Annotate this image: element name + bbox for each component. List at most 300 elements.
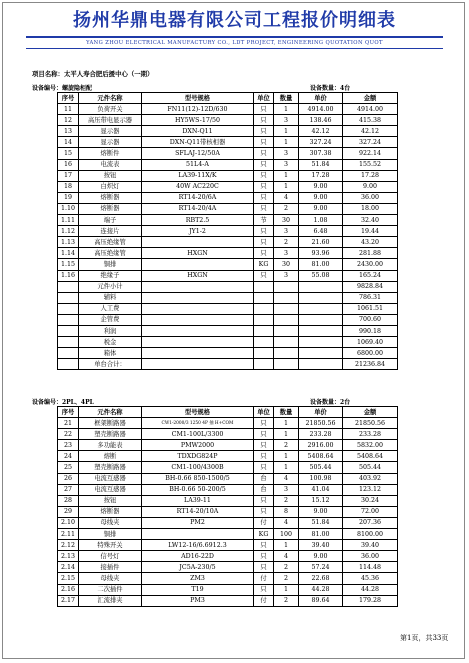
table-row (58, 170, 398, 181)
table-cell: 327.24 (299, 137, 343, 148)
section1-code: 设备编号：螺旋隐柜配 (32, 85, 93, 92)
table-cell: 按钮 (79, 495, 142, 506)
table-cell: 信号灯 (79, 551, 142, 562)
table-cell: 3 (274, 248, 299, 259)
table-cell: 1 (274, 540, 299, 551)
table-cell: 233.28 (343, 429, 398, 440)
table-cell: 44.28 (343, 584, 398, 595)
table-cell: 3 (274, 226, 299, 237)
table-cell: 塑壳断路器 (79, 462, 142, 473)
table-cell: 5408.64 (343, 451, 398, 462)
table-cell (299, 303, 343, 314)
table-cell (58, 303, 79, 314)
table-row (58, 359, 398, 370)
table-cell (142, 325, 254, 336)
table-cell: 2 (274, 495, 299, 506)
table-cell: CM1-100L/3300 (142, 429, 254, 440)
table-cell: 付 (254, 595, 274, 606)
table-cell: 1069.40 (343, 337, 398, 348)
table-row (58, 495, 398, 506)
table-row (58, 159, 398, 170)
table-row (58, 462, 398, 473)
table-cell (254, 281, 274, 292)
table-cell: 8100.00 (343, 529, 398, 540)
column-header: 型号规格 (142, 93, 254, 104)
table-cell: 207.36 (343, 517, 398, 528)
table-cell: 21850.56 (299, 418, 343, 429)
table-cell: DXN-Q11带核相器 (142, 137, 254, 148)
table-cell (58, 348, 79, 359)
table-cell: 100.98 (299, 473, 343, 484)
table-cell: 11 (58, 104, 79, 115)
table-cell: 8 (274, 506, 299, 517)
table-cell (58, 359, 79, 370)
table-cell: 只 (254, 148, 274, 159)
table-cell: 汇流排夹 (79, 595, 142, 606)
table-cell: 多功能表 (79, 440, 142, 451)
table-cell: 1 (274, 429, 299, 440)
table-cell: 9.00 (343, 181, 398, 192)
section1-table (57, 92, 398, 370)
table-cell: 台 (254, 473, 274, 484)
table-cell: 熔断器 (79, 203, 142, 214)
table-cell: 25 (58, 462, 79, 473)
table-cell: 19.44 (343, 226, 398, 237)
table-cell: 付 (254, 573, 274, 584)
table-row (58, 314, 398, 325)
table-cell: 税金 (79, 337, 142, 348)
table-cell: 显示器 (79, 137, 142, 148)
table-cell: 17 (58, 170, 79, 181)
table-cell: AD16-22D (142, 551, 254, 562)
table-cell: 1.08 (299, 215, 343, 226)
table-row (58, 115, 398, 126)
table-cell: PMW2000 (142, 440, 254, 451)
table-cell: 24 (58, 451, 79, 462)
table-cell (299, 292, 343, 303)
table-cell: 只 (254, 429, 274, 440)
table-cell: HY5WS-17/50 (142, 115, 254, 126)
table-cell: LA39-11 (142, 495, 254, 506)
table-cell (58, 314, 79, 325)
table-cell: 只 (254, 137, 274, 148)
table-cell (142, 529, 254, 540)
table-header-row (58, 407, 398, 418)
table-cell: 只 (254, 181, 274, 192)
table-cell: 高压带电显示器 (79, 115, 142, 126)
table-row (58, 303, 398, 314)
table-cell: 27 (58, 484, 79, 495)
column-header: 单价 (299, 93, 343, 104)
table-cell: 18 (58, 181, 79, 192)
table-cell: 19 (58, 192, 79, 203)
table-cell: 4 (274, 473, 299, 484)
table-cell: 端子 (79, 215, 142, 226)
table-cell (58, 292, 79, 303)
table-cell (254, 359, 274, 370)
table-cell: 电流互感器 (79, 473, 142, 484)
table-cell: 3 (274, 148, 299, 159)
table-cell: 15 (58, 148, 79, 159)
table-cell: HXGN (142, 248, 254, 259)
table-cell: 40W AC220C (142, 181, 254, 192)
table-cell: 1 (274, 170, 299, 181)
table-cell (254, 348, 274, 359)
table-row (58, 337, 398, 348)
table-cell (299, 281, 343, 292)
section1-qty: 设备数量：4台 (310, 85, 351, 92)
table-cell: CM1-100/4300B (142, 462, 254, 473)
table-cell: 铜排 (79, 259, 142, 270)
table-cell: 100 (274, 529, 299, 540)
table-cell (58, 337, 79, 348)
table-cell: 只 (254, 104, 274, 115)
table-row (58, 325, 398, 336)
table-cell: 6800.00 (343, 348, 398, 359)
table-cell: 2 (274, 440, 299, 451)
table-cell: 1 (274, 584, 299, 595)
table-cell: 3 (274, 270, 299, 281)
table-cell: 233.28 (299, 429, 343, 440)
table-cell: 2.16 (58, 584, 79, 595)
table-cell (254, 337, 274, 348)
column-header: 序号 (58, 407, 79, 418)
table-cell: 55.08 (299, 270, 343, 281)
column-header: 数量 (274, 407, 299, 418)
table-cell: TDXDG824P (142, 451, 254, 462)
table-cell: ZM3 (142, 573, 254, 584)
table-cell: 1.12 (58, 226, 79, 237)
table-cell: 只 (254, 506, 274, 517)
column-header: 数量 (274, 93, 299, 104)
column-header: 单价 (299, 407, 343, 418)
table-cell (142, 237, 254, 248)
table-cell: 只 (254, 451, 274, 462)
table-cell: 付 (254, 517, 274, 528)
table-cell: 3 (274, 115, 299, 126)
table-cell: 1 (274, 126, 299, 137)
table-cell: 21850.56 (343, 418, 398, 429)
table-row (58, 451, 398, 462)
table-cell: 只 (254, 440, 274, 451)
table-row (58, 226, 398, 237)
table-cell: 32.40 (343, 215, 398, 226)
title-rule-thick (26, 36, 443, 38)
table-cell: 只 (254, 248, 274, 259)
table-cell: 29 (58, 506, 79, 517)
table-row (58, 126, 398, 137)
table-cell: PM2 (142, 517, 254, 528)
table-cell: 72.00 (343, 506, 398, 517)
table-cell: 4914.00 (299, 104, 343, 115)
table-cell: 30 (274, 215, 299, 226)
column-header: 序号 (58, 93, 79, 104)
table-cell: 2430.00 (343, 259, 398, 270)
table-cell (274, 359, 299, 370)
table-cell: 2.11 (58, 529, 79, 540)
table-cell: 9.00 (299, 192, 343, 203)
table-cell (254, 314, 274, 325)
table-cell: 51.84 (299, 517, 343, 528)
table-cell: 4 (274, 551, 299, 562)
table-cell: 2 (274, 595, 299, 606)
table-cell: 43.20 (343, 237, 398, 248)
column-header: 型号规格 (142, 407, 254, 418)
table-cell: 22 (58, 429, 79, 440)
table-cell: 307.38 (299, 148, 343, 159)
table-cell: 165.24 (343, 270, 398, 281)
table-row (58, 506, 398, 517)
table-cell: DXN-Q11 (142, 126, 254, 137)
table-cell: 26 (58, 473, 79, 484)
table-cell: 高压绝缘管 (79, 237, 142, 248)
table-cell (142, 259, 254, 270)
document-subtitle: YANG ZHOU ELECTRICAL MANUFACTURY CO., LDT PROJECT, ENGINEERING QUOTATION QUOT (86, 40, 383, 46)
table-cell: 只 (254, 170, 274, 181)
table-cell: 9.00 (299, 181, 343, 192)
table-row (58, 484, 398, 495)
table-cell: T19 (142, 584, 254, 595)
table-cell: CW1-2000/3 1250 4P 抽 H+COM (142, 418, 254, 429)
table-cell: RT14-20/10A (142, 506, 254, 517)
table-cell: 2 (274, 562, 299, 573)
table-cell: 1.16 (58, 270, 79, 281)
table-cell (254, 292, 274, 303)
table-cell: 人工费 (79, 303, 142, 314)
table-cell: 1.13 (58, 237, 79, 248)
table-cell: 505.44 (299, 462, 343, 473)
table-cell: 只 (254, 203, 274, 214)
table-cell (142, 348, 254, 359)
table-cell: 36.00 (343, 192, 398, 203)
table-cell: 框架断路器 (79, 418, 142, 429)
table-cell: KG (254, 259, 274, 270)
table-cell: 只 (254, 159, 274, 170)
table-cell: KG (254, 529, 274, 540)
table-cell: 4914.00 (343, 104, 398, 115)
table-cell: 21 (58, 418, 79, 429)
table-row (58, 281, 398, 292)
table-cell: 高压绝缘管 (79, 248, 142, 259)
table-cell: 企管费 (79, 314, 142, 325)
table-cell: 22.68 (299, 573, 343, 584)
table-cell (58, 281, 79, 292)
table-cell: 3 (274, 159, 299, 170)
table-cell: SFLAJ-12/50A (142, 148, 254, 159)
table-cell (299, 348, 343, 359)
table-cell: 1 (274, 418, 299, 429)
table-cell: 30.24 (343, 495, 398, 506)
table-cell: 只 (254, 270, 274, 281)
table-cell: 42.12 (343, 126, 398, 137)
table-cell: 只 (254, 418, 274, 429)
table-row (58, 270, 398, 281)
table-row (58, 517, 398, 528)
table-cell: 403.92 (343, 473, 398, 484)
table-cell: JY1-2 (142, 226, 254, 237)
table-cell: 2916.00 (299, 440, 343, 451)
table-cell: 台 (254, 484, 274, 495)
table-cell: 1061.51 (343, 303, 398, 314)
table-row (58, 440, 398, 451)
table-row (58, 104, 398, 115)
table-cell (299, 359, 343, 370)
table-row (58, 473, 398, 484)
table-cell: 4 (274, 192, 299, 203)
table-cell: 42.12 (299, 126, 343, 137)
table-cell: HXGN (142, 270, 254, 281)
table-cell: RT14-20/4A (142, 203, 254, 214)
table-row (58, 540, 398, 551)
table-cell: 51L4-A (142, 159, 254, 170)
table-cell: BH-0.66 50-200/5 (142, 484, 254, 495)
table-cell: 30 (274, 259, 299, 270)
table-cell: BH-0.66 850-1500/5 (142, 473, 254, 484)
table-cell: 700.60 (343, 314, 398, 325)
table-cell (142, 292, 254, 303)
column-header: 金额 (343, 93, 398, 104)
table-row (58, 292, 398, 303)
table-cell: 电流互感器 (79, 484, 142, 495)
table-cell: 熔断器 (79, 192, 142, 203)
project-name: 项目名称：太平人寿合肥后援中心（一期） (32, 70, 154, 78)
table-cell: 电流表 (79, 159, 142, 170)
table-cell: 9.00 (299, 551, 343, 562)
table-cell (254, 325, 274, 336)
column-header: 元件名称 (79, 93, 142, 104)
table-row (58, 418, 398, 429)
table-cell: 节 (254, 215, 274, 226)
table-cell: 93.96 (299, 248, 343, 259)
page-number: 第1页，共33页 (400, 634, 449, 642)
table-cell: 281.88 (343, 248, 398, 259)
table-cell: 5832.00 (343, 440, 398, 451)
table-cell (274, 314, 299, 325)
table-cell: 连接片 (79, 226, 142, 237)
table-cell: 5408.64 (299, 451, 343, 462)
table-cell: 14 (58, 137, 79, 148)
table-cell: 36.00 (343, 551, 398, 562)
table-cell: 母线夹 (79, 573, 142, 584)
table-cell: LA39-11X/K (142, 170, 254, 181)
table-cell: 二次插件 (79, 584, 142, 595)
table-cell: 39.40 (343, 540, 398, 551)
table-cell: 1 (274, 104, 299, 115)
table-cell: 6.48 (299, 226, 343, 237)
section2-code: 设备编号：2PL、4PL (32, 399, 94, 406)
table-cell: 179.28 (343, 595, 398, 606)
table-row (58, 203, 398, 214)
table-cell: 熔断器 (79, 506, 142, 517)
table-cell: 1.15 (58, 259, 79, 270)
table-cell: 只 (254, 562, 274, 573)
table-cell: 2.15 (58, 573, 79, 584)
table-cell: 元件小计 (79, 281, 142, 292)
table-row (58, 584, 398, 595)
table-cell: 单台合计： (79, 359, 142, 370)
table-cell: 1 (274, 462, 299, 473)
table-row (58, 595, 398, 606)
table-cell: 1.14 (58, 248, 79, 259)
table-cell (254, 303, 274, 314)
table-cell: 114.48 (343, 562, 398, 573)
table-cell: 2 (274, 573, 299, 584)
table-cell: 786.31 (343, 292, 398, 303)
column-header: 单位 (254, 407, 274, 418)
table-cell: PM3 (142, 595, 254, 606)
table-cell: JC5A-230/5 (142, 562, 254, 573)
table-cell: 9.00 (299, 506, 343, 517)
table-cell: 81.00 (299, 529, 343, 540)
table-cell (299, 337, 343, 348)
table-cell: 只 (254, 462, 274, 473)
table-cell: LW12-16/6.6912.3 (142, 540, 254, 551)
table-cell: 21.60 (299, 237, 343, 248)
table-cell: 2 (274, 237, 299, 248)
table-row (58, 248, 398, 259)
table-row (58, 348, 398, 359)
table-row (58, 551, 398, 562)
table-cell: 28 (58, 495, 79, 506)
table-cell: 只 (254, 126, 274, 137)
table-cell: 2.10 (58, 517, 79, 528)
table-cell: 熔断 (79, 451, 142, 462)
table-cell (274, 325, 299, 336)
table-cell (142, 359, 254, 370)
table-cell: 接插件 (79, 562, 142, 573)
table-cell: 415.38 (343, 115, 398, 126)
table-cell (299, 325, 343, 336)
table-cell: 17.28 (299, 170, 343, 181)
table-cell: 45.36 (343, 573, 398, 584)
table-cell: 只 (254, 540, 274, 551)
table-cell: 负荷开关 (79, 104, 142, 115)
table-cell: 母线夹 (79, 517, 142, 528)
table-row (58, 181, 398, 192)
table-cell: 3 (274, 484, 299, 495)
table-row (58, 573, 398, 584)
table-cell (274, 337, 299, 348)
table-row (58, 192, 398, 203)
table-row (58, 137, 398, 148)
table-cell: 1 (274, 181, 299, 192)
table-cell: 只 (254, 237, 274, 248)
table-cell: 17.28 (343, 170, 398, 181)
table-cell (274, 303, 299, 314)
table-cell (142, 303, 254, 314)
table-cell: 辅料 (79, 292, 142, 303)
table-cell: 23 (58, 440, 79, 451)
table-cell: 1.11 (58, 215, 79, 226)
table-cell (274, 281, 299, 292)
table-cell: 特殊开关 (79, 540, 142, 551)
table-cell: RBT2.5 (142, 215, 254, 226)
table-cell: 2.13 (58, 551, 79, 562)
table-row (58, 529, 398, 540)
table-cell: 9828.84 (343, 281, 398, 292)
table-cell: 只 (254, 115, 274, 126)
table-cell (142, 281, 254, 292)
table-row (58, 215, 398, 226)
table-cell (299, 314, 343, 325)
section2-table (57, 406, 398, 607)
table-cell: 利润 (79, 325, 142, 336)
table-cell: 2.12 (58, 540, 79, 551)
table-cell: 2.14 (58, 562, 79, 573)
table-cell: 51.84 (299, 159, 343, 170)
table-cell: 89.64 (299, 595, 343, 606)
table-cell (142, 314, 254, 325)
